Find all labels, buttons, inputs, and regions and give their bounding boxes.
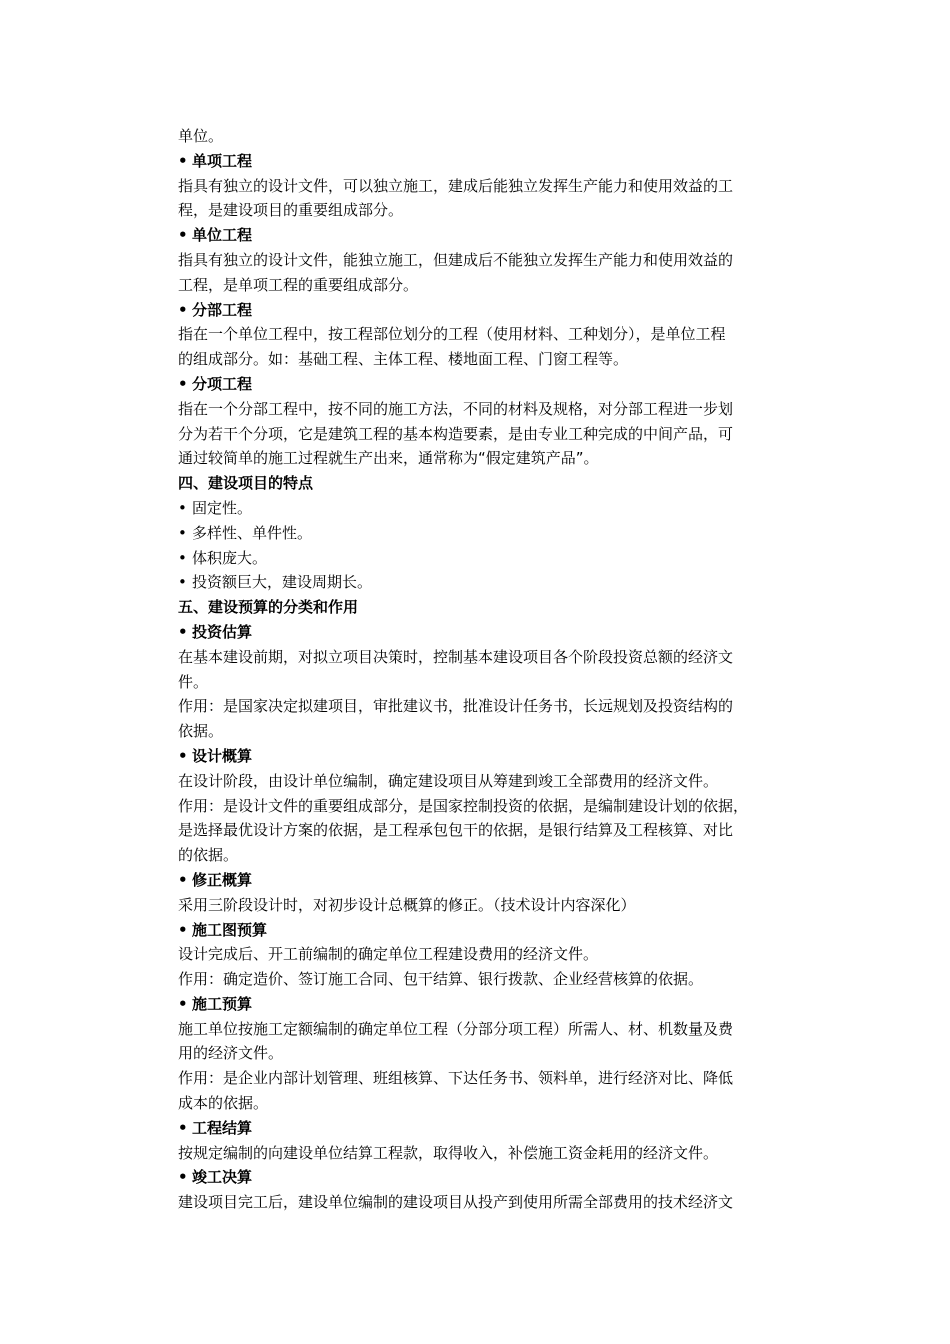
item-label: 体积庞大。 <box>192 548 268 567</box>
bullet-item <box>178 496 818 521</box>
bullet-icon: • <box>178 374 188 393</box>
subheading-item <box>178 868 818 893</box>
paragraph-line: 作用：确定造价、签订施工合同、包干结算、银行拨款、企业经营核算的依据。 <box>178 970 704 989</box>
item-label: 修正概算 <box>192 870 253 889</box>
item-label: 单项工程 <box>192 151 253 170</box>
paragraph-line: 作用：是设计文件的重要组成部分，是国家控制投资的依据，是编制建设计划的依据， <box>178 796 749 815</box>
paragraph-line: 的依据。 <box>178 846 239 865</box>
paragraph-line: 指在一个分部工程中，按不同的施工方法，不同的材料及规格，对分部工程进一步划 <box>178 399 734 418</box>
item-label: 投资估算 <box>192 622 253 641</box>
bullet-icon: • <box>178 746 188 765</box>
bullet-icon: • <box>178 523 187 542</box>
paragraph-line: 的组成部分。如：基础工程、主体工程、楼地面工程、门窗工程等。 <box>178 350 629 369</box>
paragraph-line: 依据。 <box>178 722 224 741</box>
item-label: 施工图预算 <box>192 920 268 939</box>
item-label: 投资额巨大，建设周期长。 <box>192 573 373 592</box>
bullet-item <box>178 570 818 595</box>
paragraph-line: 工程，是单项工程的重要组成部分。 <box>178 275 419 294</box>
subheading-item <box>178 298 818 323</box>
paragraph-line: 通过较简单的施工过程就生产出来，通常称为“假定建筑产品”。 <box>178 449 599 468</box>
paragraph-line: 在设计阶段，由设计单位编制，确定建设项目从筹建到竣工全部费用的经济文件。 <box>178 771 719 790</box>
subheading-item <box>178 992 818 1017</box>
paragraph-line: 建设项目完工后，建设单位编制的建设项目从投产到使用所需全部费用的技术经济文 <box>178 1193 734 1212</box>
bullet-item <box>178 521 818 546</box>
paragraph-line: 分为若干个分项，它是建筑工程的基本构造要素，是由专业工种完成的中间产品，可 <box>178 424 734 443</box>
item-label: 多样性、单件性。 <box>192 523 313 542</box>
paragraph-line: 作用：是国家决定拟建项目，审批建议书，批准设计任务书，长远规划及投资结构的 <box>178 697 734 716</box>
paragraph-line: 是选择最优设计方案的依据，是工程承包包干的依据，是银行结算及工程核算、对比 <box>178 821 734 840</box>
bullet-icon: • <box>178 994 188 1013</box>
item-label: 分项工程 <box>192 374 253 393</box>
paragraph-line: 按规定编制的向建设单位结算工程款，取得收入，补偿施工资金耗用的经济文件。 <box>178 1143 719 1162</box>
bullet-item <box>178 546 818 571</box>
paragraph-line: 指具有独立的设计文件，可以独立施工，建成后能独立发挥生产能力和使用效益的工 <box>178 176 734 195</box>
paragraph-line: 采用三阶段设计时，对初步设计总概算的修正。（技术设计内容深化） <box>178 895 636 914</box>
paragraph-line: 程，是建设项目的重要组成部分。 <box>178 201 404 220</box>
bullet-icon: • <box>178 498 187 517</box>
paragraph-line: 指在一个单位工程中，按工程部位划分的工程（使用材料、工种划分），是单位工程 <box>178 325 726 344</box>
subheading-item <box>178 372 818 397</box>
subheading-item <box>178 620 818 645</box>
item-label: 施工预算 <box>192 994 253 1013</box>
subheading-item <box>178 744 818 769</box>
paragraph-line: 施工单位按施工定额编制的确定单位工程（分部分项工程）所需人、材、机数量及费 <box>178 1019 734 1038</box>
bullet-icon: • <box>178 300 188 319</box>
subheading-item <box>178 223 818 248</box>
item-label: 竣工决算 <box>192 1168 253 1187</box>
paragraph-line: 用的经济文件。 <box>178 1044 284 1063</box>
paragraph-line: 件。 <box>178 672 209 691</box>
bullet-icon: • <box>178 920 188 939</box>
item-label: 分部工程 <box>192 300 253 319</box>
bullet-icon: • <box>178 226 188 245</box>
section-heading: 四、建设项目的特点 <box>178 474 314 493</box>
bullet-icon: • <box>178 622 188 641</box>
paragraph-line: 在基本建设前期，对拟立项目决策时，控制基本建设项目各个阶段投资总额的经济文 <box>178 647 734 666</box>
paragraph-line: 指具有独立的设计文件，能独立施工，但建成后不能独立发挥生产能力和使用效益的 <box>178 250 734 269</box>
document-body <box>178 124 818 1215</box>
paragraph-line: 成本的依据。 <box>178 1094 269 1113</box>
bullet-icon: • <box>178 573 187 592</box>
bullet-icon: • <box>178 151 188 170</box>
subheading-item <box>178 1165 818 1190</box>
bullet-icon: • <box>178 1168 188 1187</box>
bullet-icon: • <box>178 870 188 889</box>
item-label: 单位工程 <box>192 226 253 245</box>
bullet-icon: • <box>178 548 187 567</box>
item-label: 设计概算 <box>192 746 253 765</box>
subheading-item <box>178 1116 818 1141</box>
paragraph-line: 作用：是企业内部计划管理、班组核算、下达任务书、领料单，进行经济对比、降低 <box>178 1069 734 1088</box>
paragraph-line: 设计完成后、开工前编制的确定单位工程建设费用的经济文件。 <box>178 945 599 964</box>
subheading-item <box>178 918 818 943</box>
item-label: 固定性。 <box>192 498 253 517</box>
subheading-item <box>178 149 818 174</box>
bullet-icon: • <box>178 1118 188 1137</box>
paragraph-line: 单位。 <box>178 127 224 145</box>
section-heading: 五、建设预算的分类和作用 <box>178 598 359 617</box>
item-label: 工程结算 <box>192 1118 253 1137</box>
